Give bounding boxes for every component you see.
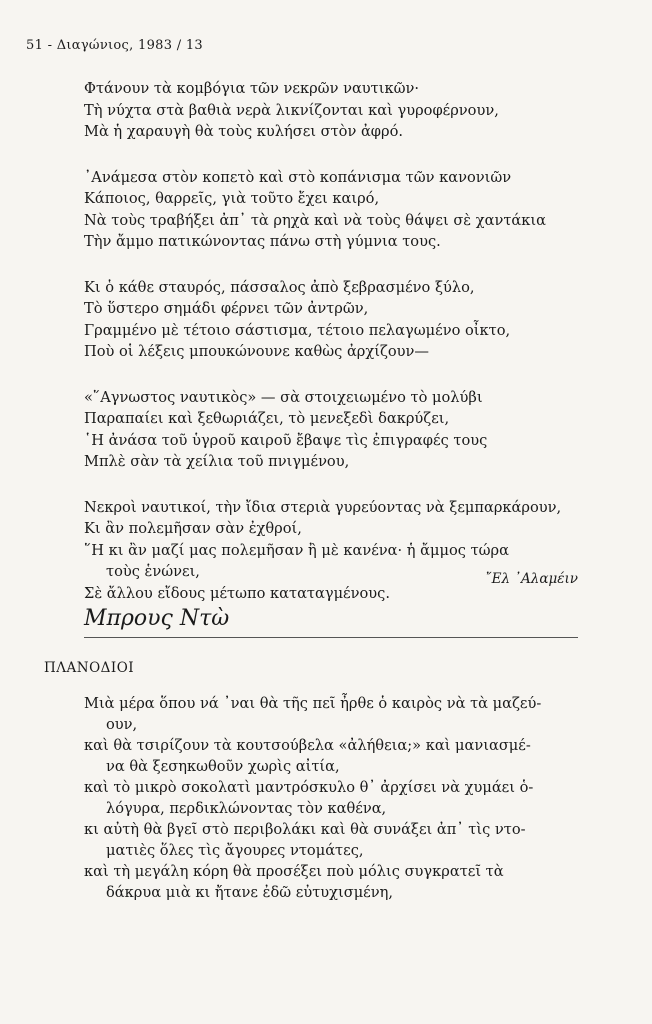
verse-line-continuation: δάκρυα μιὰ κι ἤτανε ἐδῶ εὐτυχισμένη, [106,884,393,901]
verse-line: ᾽Ανάμεσα στὸν κοπετὸ καὶ στὸ κοπάνισμα τῶν κανονιῶν [84,168,512,186]
verse-line: Γραμμένο μὲ τέτοιο σάστισμα, τέτοιο πελαγωμένο οἶκτο, [84,321,511,339]
stanza [84,497,624,605]
verse-line: Κάποιος, θαρρεῖς, γιὰ τοῦτο ἔχει καιρό, [84,190,380,207]
verse-line: Τὴ νύχτα στὰ βαθιὰ νερὰ λικνίζονται καὶ γυροφέρνουν, [84,101,499,119]
divider-rule [84,637,578,638]
verse-line-continuation: ουν, [106,716,138,733]
verse-line: Μιὰ μέρα ὅπου νά ᾽ναι θὰ τῆς πεῖ ἦρθε ὁ καιρὸς νὰ τὰ μαζεύ- [84,695,542,712]
verse-line: «῞Αγνωστος ναυτικὸς» — σὰ στοιχειωμένο τὸ μολύβι [84,388,483,406]
verse-line: ῾Η ἀνάσα τοῦ ὑγροῦ καιροῦ ἔβαψε τὶς ἐπιγραφές τους [84,431,488,449]
poem-el-alamein [84,78,624,628]
verse-line: Κι ὁ κάθε σταυρός, πάσσαλος ἀπὸ ξεβρασμένο ξύλο, [84,278,475,296]
verse-line: καὶ τὴ μεγάλη κόρη θὰ προσέξει ποὺ μόλις συγκρατεῖ τὰ [84,863,504,880]
verse-line: Μπλὲ σὰν τὰ χείλια τοῦ πνιγμένου, [84,453,350,470]
verse-line: Νὰ τοὺς τραβήξει ἀπ᾽ τὰ ρηχὰ καὶ νὰ τοὺς θάψει σὲ χαντάκια [84,211,546,229]
poem-signoff: ῎Ελ ᾽Αλαμέιν [484,571,578,587]
verse-line: ῞Η κι ἂν μαζί μας πολεμῆσαν ἢ μὲ κανένα· ἡ ἄμμος τώρα [84,541,509,559]
verse-line-continuation: ματιὲς ὅλες τὶς ἄγουρες ντομάτες, [106,842,364,859]
running-head: 51 - Διαγώνιος, 1983 / 13 [26,38,203,53]
verse-line: Σὲ ἄλλου εἴδους μέτωπο καταταγμένους. [84,584,390,602]
verse-line: Παραπαίει καὶ ξεθωριάζει, τὸ μενεξεδὶ δακρύζει, [84,410,450,427]
verse-line: Φτάνουν τὰ κομβόγια τῶν νεκρῶν ναυτικῶν· [84,80,420,97]
verse-line: καὶ τὸ μικρὸ σοκολατὶ μαντρόσκυλο θ᾽ ἀρχίσει νὰ χυμάει ὁ- [84,779,534,796]
verse-line: Μὰ ἡ χαραυγὴ θὰ τοὺς κυλήσει στὸν ἀφρό. [84,123,404,140]
verse-line: Νεκροὶ ναυτικοί, τὴν ἴδια στεριὰ γυρεύοντας νὰ ξεμπαρκάρουν, [84,498,562,516]
section-title: ΠΛΑΝΟΔΙΟΙ [44,660,135,676]
verse-line: Ποὺ οἱ λέξεις μπουκώνουνε καθὼς ἀρχίζουν— [84,343,429,360]
verse-line: καὶ θὰ τσιρίζουν τὰ κουτσούβελα «ἀλήθεια;» καὶ μανιασμέ- [84,737,531,754]
verse-line: Κι ἂν πολεμῆσαν σὰν ἐχθροί, [84,520,302,537]
verse-line-continuation: να θὰ ξεσηκωθοῦν χωρὶς αἰτία, [106,758,340,775]
author-name: Μπρους Ντὼ [84,606,230,631]
verse-line: κι αὐτὴ θὰ βγεῖ στὸ περιβολάκι καὶ θὰ συνάξει ἀπ᾽ τὶς ντο- [84,821,526,838]
poem-planodioi [84,693,584,903]
stanza [84,167,624,253]
stanza [84,277,624,363]
stanza [84,78,624,143]
verse-line-continuation: λόγυρα, περδικλώνοντας τὸν καθένα, [106,800,387,817]
stanza [84,387,624,473]
verse-line: Τὴν ἄμμο πατικώνοντας πάνω στὴ γύμνια τους. [84,233,441,250]
verse-line-continuation: τοὺς ἑνώνει, [106,563,200,580]
verse-line: Τὸ ὕστερο σημάδι φέρνει τῶν ἀντρῶν, [84,300,369,317]
